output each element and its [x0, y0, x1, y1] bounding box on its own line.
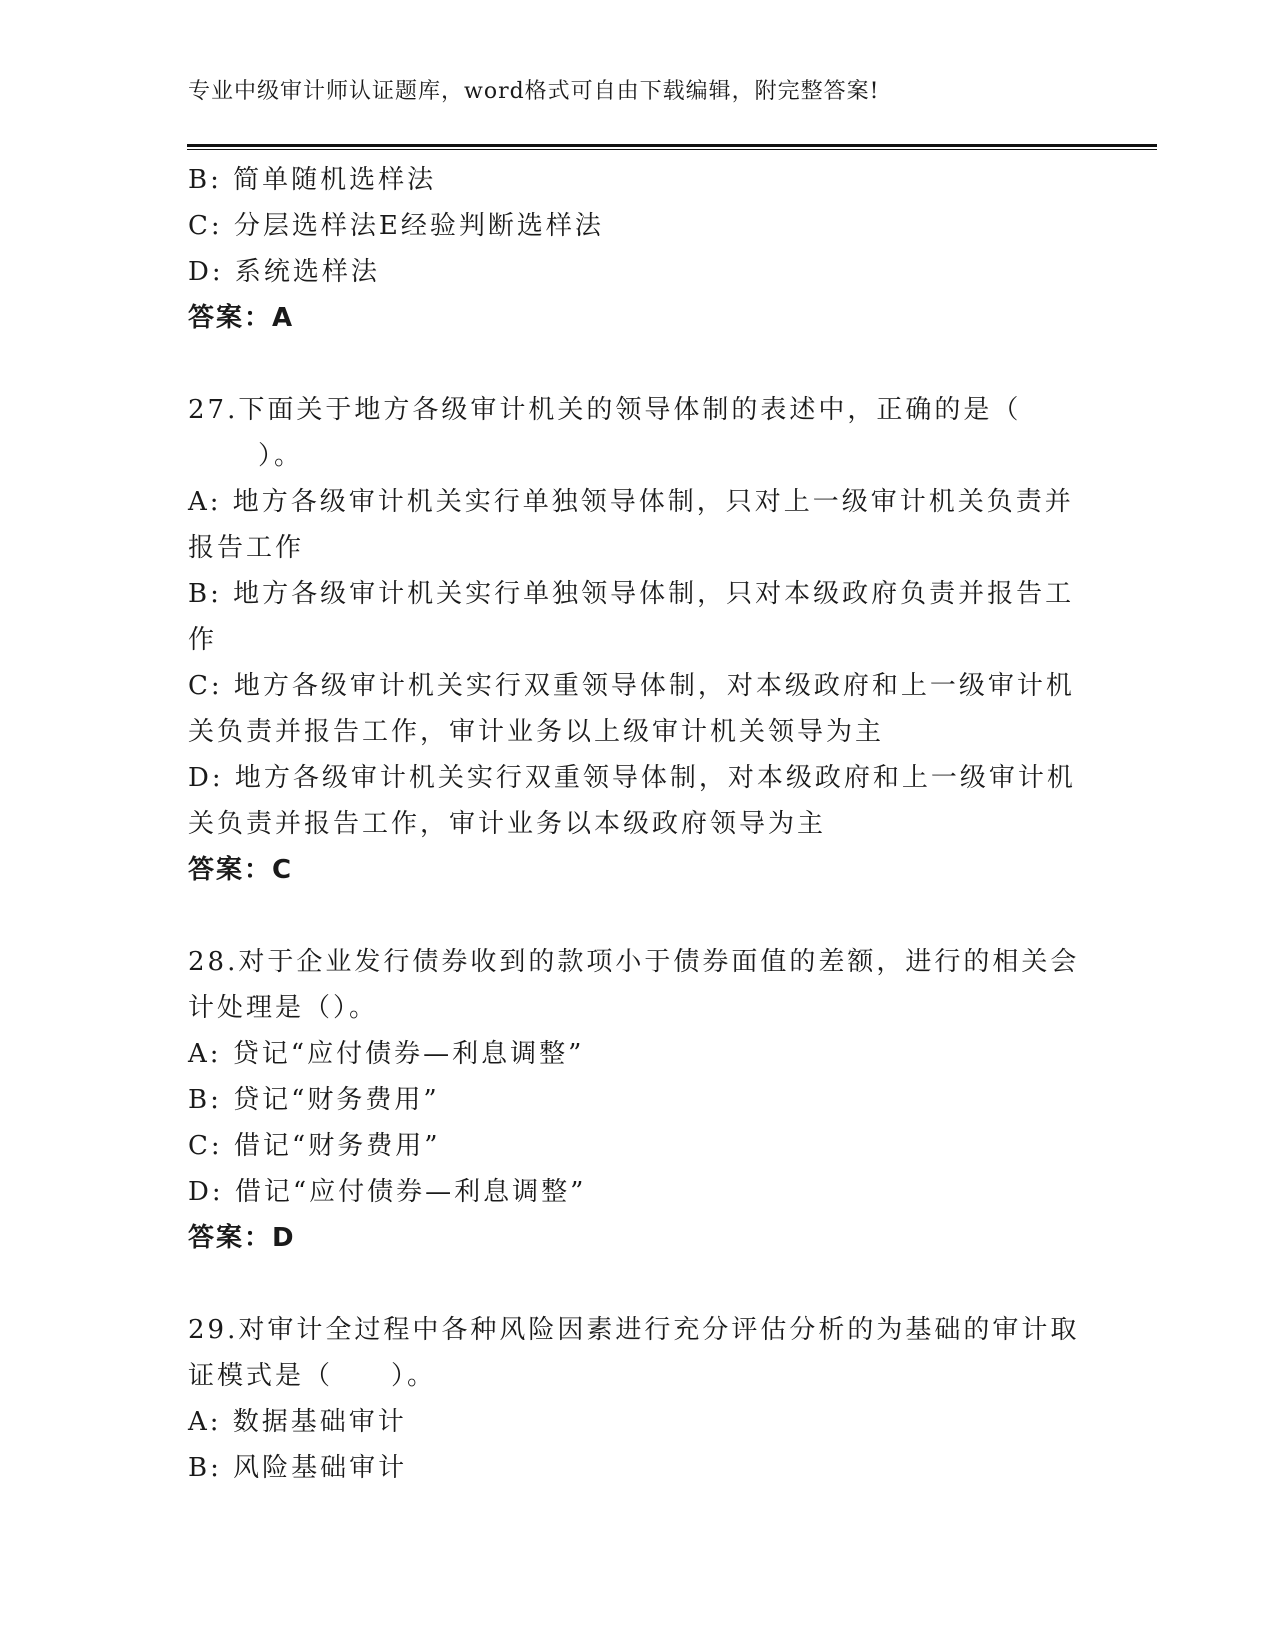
page-header: 专业中级审计师认证题库，word格式可自由下载编辑，附完整答案! — [188, 79, 880, 104]
option-d-cont: 关负责并报告工作，审计业务以本级政府领导为主 — [188, 809, 827, 839]
question-27 — [188, 387, 1088, 893]
option-a: A: 数据基础审计 — [188, 1407, 407, 1437]
answer: 答案：C — [188, 855, 294, 885]
question-stem: 28.对于企业发行债券收到的款项小于债券面值的差额，进行的相关会 — [188, 947, 1080, 977]
option-c-cont: 关负责并报告工作，审计业务以上级审计机关领导为主 — [188, 717, 885, 747]
option-b: B: 贷记“财务费用” — [188, 1085, 440, 1115]
option-c: C: 分层选样法E经验判断选样法 — [188, 211, 604, 241]
question-stem-cont: ）。 — [258, 441, 304, 471]
spacer — [188, 1261, 1088, 1307]
option-b-cont: 作 — [188, 625, 218, 655]
question-stem: 29.对审计全过程中各种风险因素进行充分评估分析的为基础的审计取 — [188, 1315, 1080, 1345]
option-a-cont: 报告工作 — [188, 533, 305, 563]
option-b: B: 风险基础审计 — [188, 1453, 408, 1483]
option-a: A: 贷记“应付债券—利息调整” — [188, 1039, 585, 1069]
option-b: B: 地方各级审计机关实行单独领导体制，只对本级政府负责并报告工 — [188, 579, 1075, 609]
option-a: A: 地方各级审计机关实行单独领导体制，只对上一级审计机关负责并 — [188, 487, 1074, 517]
option-c: C: 借记“财务费用” — [188, 1131, 441, 1161]
option-d: D: 地方各级审计机关实行双重领导体制，对本级政府和上一级审计机 — [188, 763, 1076, 793]
document-body — [188, 157, 1088, 1491]
option-d: D: 借记“应付债券—利息调整” — [188, 1177, 587, 1207]
option-d: D: 系统选样法 — [188, 257, 380, 287]
question-stem: 27.下面关于地方各级审计机关的领导体制的表述中，正确的是（ — [188, 395, 1022, 425]
question-stem-cont: 证模式是（ ）。 — [188, 1361, 437, 1391]
option-c: C: 地方各级审计机关实行双重领导体制，对本级政府和上一级审计机 — [188, 671, 1075, 701]
question-stem-cont: 计处理是（）。 — [188, 993, 379, 1023]
question-26-tail — [188, 157, 1088, 341]
answer: 答案：D — [188, 1223, 296, 1253]
header-rule — [187, 144, 1157, 150]
question-28 — [188, 939, 1088, 1261]
question-29 — [188, 1307, 1088, 1491]
option-b: B: 简单随机选样法 — [188, 165, 437, 195]
answer: 答案：A — [188, 303, 295, 333]
spacer — [188, 893, 1088, 939]
spacer — [188, 341, 1088, 387]
